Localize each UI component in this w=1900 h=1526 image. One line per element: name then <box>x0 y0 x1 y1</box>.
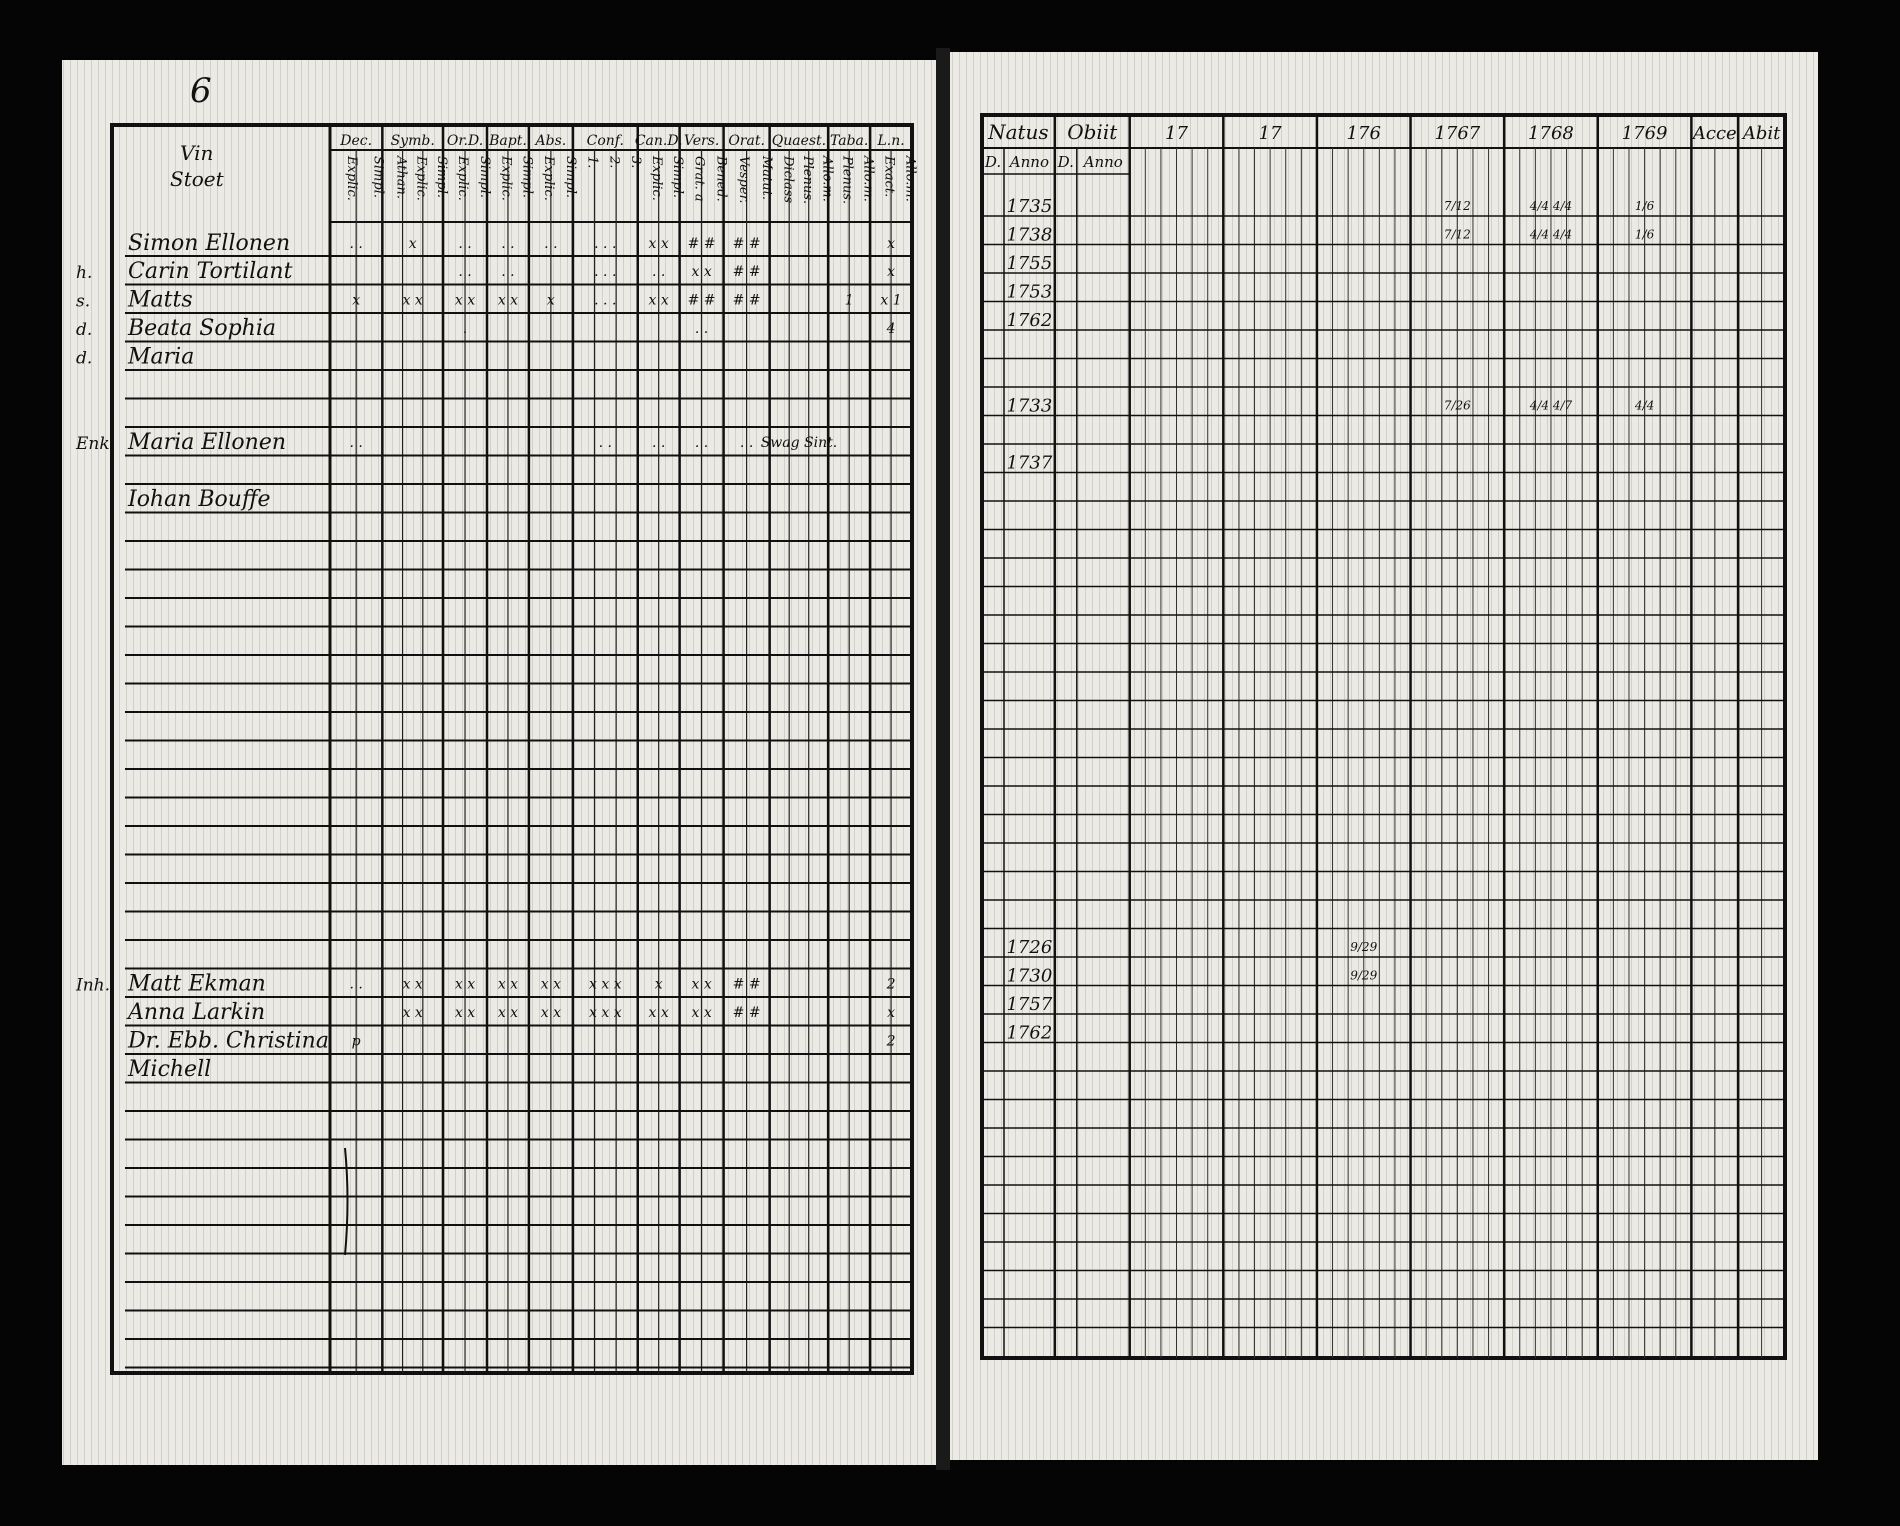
entry-mark: . . <box>349 236 363 252</box>
entry-name: Anna Larkin <box>128 1000 266 1025</box>
left-column-subheader: 1. <box>584 156 600 169</box>
left-column-header: Dec. <box>340 133 373 149</box>
entry-mark: x x <box>648 292 669 309</box>
entry-prefix: Enk. <box>76 434 116 454</box>
left-column-subheader: Simpl. <box>370 156 386 199</box>
entry-mark: p <box>351 1033 361 1050</box>
entry-mark: # # <box>687 292 716 309</box>
year-mark: 4/4 <box>1634 398 1655 413</box>
entry-mark: 2 <box>886 976 896 993</box>
entry-name: Matt Ekman <box>128 971 266 997</box>
entry-prefix: h. <box>76 263 93 283</box>
left-column-subheader: Diclass <box>780 156 796 204</box>
entry-mark: . . <box>501 236 515 252</box>
left-column-subheader: Athan. <box>393 156 409 200</box>
entry-mark: x x <box>691 264 712 280</box>
left-column-subheader: Simpl. <box>562 156 578 199</box>
right-column-subheader: D. <box>1057 153 1074 171</box>
entry-name: Carin Tortilant <box>128 259 293 284</box>
entry-mark: x x <box>402 1005 423 1021</box>
left-column-subheader: Explic. <box>455 156 471 201</box>
left-column-subheader: Simpl. <box>670 156 686 199</box>
entry-mark: x x <box>454 1005 476 1021</box>
left-column-subheader: Exact. <box>881 156 897 198</box>
left-column-subheader: Explic. <box>413 156 429 201</box>
entry-name: Beata Sophia <box>128 316 276 341</box>
entry-mark: x <box>887 236 896 252</box>
right-column-header: Obiit <box>1067 120 1118 144</box>
entry-mark: x x <box>497 292 519 309</box>
left-column-subheader: Grat. a <box>691 156 707 202</box>
left-column-subheader: 2. <box>606 156 622 169</box>
entry-name: Maria <box>128 344 195 370</box>
entry-mark: # # <box>732 264 761 280</box>
entry-mark: x x <box>648 236 669 252</box>
entry-mark: # # <box>732 1005 761 1021</box>
left-column-subheader: Explic. <box>498 156 514 201</box>
entry-mark: x x <box>402 976 423 993</box>
entry-mark: . . <box>544 236 558 252</box>
entry-mark: . . <box>458 236 472 252</box>
left-column-subheader: Plenus. <box>799 156 815 205</box>
birth-year: 1737 <box>1006 452 1053 474</box>
entry-mark: # # <box>732 976 761 993</box>
entry-mark: x x <box>648 1005 669 1021</box>
left-column-subheader: Matut. <box>759 156 775 201</box>
entry-mark: x <box>546 292 555 309</box>
left-column-subheader: Allo.m. <box>860 156 876 202</box>
birth-year: 1762 <box>1006 310 1053 331</box>
year-mark: 4/4 4/4 <box>1529 199 1573 213</box>
right-page <box>948 52 1818 1460</box>
right-column-header: Acce <box>1692 123 1737 144</box>
entry-mark: . . <box>501 264 515 280</box>
entry-mark: 4 <box>886 321 896 337</box>
right-column-header: 1768 <box>1528 123 1574 144</box>
entry-mark: . . <box>652 435 666 451</box>
entry-mark: x x <box>402 292 423 309</box>
year-mark: 4/4 4/4 <box>1529 227 1573 242</box>
entry-mark: # # <box>732 236 761 252</box>
left-column-header: Can.D. <box>634 133 683 149</box>
right-column-header: 1767 <box>1434 123 1481 144</box>
book-gutter <box>936 48 950 1470</box>
entry-mark: . . <box>598 435 612 451</box>
entry-mark: x x x <box>589 976 622 993</box>
left-column-subheader: Allo.m. <box>819 156 835 202</box>
right-column-header: 17 <box>1258 123 1282 144</box>
left-column-header: Abs. <box>535 133 567 149</box>
entry-name: Dr. Ebb. Christina <box>128 1028 329 1054</box>
entry-mark: x x <box>540 1005 561 1021</box>
entry-mark: # # <box>687 236 716 252</box>
entry-mark: x <box>408 236 417 252</box>
left-column-subheader: Bened. <box>713 156 729 202</box>
entry-mark: x x <box>454 976 476 993</box>
birth-year: 1755 <box>1006 253 1053 274</box>
left-column-subheader: Simpl. <box>433 156 449 199</box>
left-column-header: Taba. <box>830 133 869 149</box>
left-column-header: Orat. <box>728 133 765 149</box>
left-column-subheader: Explic. <box>344 156 360 201</box>
left-column-subheader: Simpl. <box>519 156 535 199</box>
entry-mark: . . <box>349 976 363 993</box>
entry-name: Matts <box>128 287 193 313</box>
right-column-subheader: D. <box>984 153 1002 171</box>
left-column-subheader: Explic. <box>649 156 665 201</box>
entry-mark: x x <box>454 292 476 309</box>
entry-mark: . . <box>739 435 754 451</box>
name-header-line2: Stoet <box>170 167 224 191</box>
birth-year: 1733 <box>1006 395 1053 417</box>
entry-prefix: Inh. <box>76 975 111 996</box>
left-column-subheader: Allo.m. <box>902 156 918 202</box>
left-column-subheader: Vesper. <box>736 156 752 204</box>
entry-mark: . . . <box>594 264 617 280</box>
entry-name: Maria Ellonen <box>128 430 287 455</box>
right-column-subheader: Anno <box>1083 153 1123 171</box>
entry-mark: . . <box>694 435 709 451</box>
entry-mark: x x <box>691 976 712 993</box>
birth-year: 1735 <box>1006 196 1053 217</box>
year-mark: 1/6 <box>1634 199 1655 213</box>
entry-mark: Swag Sint. <box>760 435 838 451</box>
entry-prefix: s. <box>76 291 91 312</box>
right-column-header: Natus <box>988 120 1049 144</box>
entry-mark: . . <box>349 435 363 451</box>
entry-mark: . <box>462 321 468 337</box>
birth-year: 1726 <box>1006 937 1053 958</box>
entry-mark: x 1 <box>880 292 902 309</box>
folio-mark: 6 <box>190 71 212 111</box>
entry-mark: x <box>654 976 663 993</box>
left-column-header: Bapt. <box>489 133 527 149</box>
entry-mark: x <box>887 1005 896 1021</box>
left-column-header: Symb. <box>390 133 435 149</box>
birth-year: 1738 <box>1006 224 1053 246</box>
entry-name: Simon Ellonen <box>128 231 291 256</box>
entry-mark: x x <box>691 1005 712 1021</box>
entry-prefix: d. <box>76 320 93 340</box>
entry-mark: # # <box>732 292 761 309</box>
entry-mark: . . . <box>594 292 617 309</box>
left-column-header: Vers. <box>683 133 720 149</box>
year-mark: 7/26 <box>1443 398 1471 413</box>
right-column-header: Abit <box>1742 123 1781 144</box>
year-mark: 7/12 <box>1443 227 1471 242</box>
birth-year: 1762 <box>1006 1022 1053 1044</box>
entry-name: Michell <box>128 1057 212 1082</box>
entry-mark: . . . <box>594 236 617 252</box>
birth-year: 1757 <box>1006 994 1053 1015</box>
year-mark: 4/4 4/7 <box>1529 398 1573 413</box>
entry-mark: x <box>887 264 896 280</box>
birth-year: 1730 <box>1006 965 1053 987</box>
entry-mark: . . <box>458 264 472 280</box>
left-column-subheader: Plenus. <box>839 156 855 205</box>
left-column-header: Conf. <box>586 133 624 149</box>
entry-mark: x x <box>497 976 519 993</box>
year-mark: 9/29 <box>1350 968 1378 983</box>
entry-mark: x x <box>540 976 561 993</box>
entry-mark: x <box>352 292 361 309</box>
right-column-header: 176 <box>1346 123 1381 144</box>
left-column-header: Or.D. <box>446 133 484 149</box>
entry-mark: 1 <box>844 292 854 309</box>
name-header-line1: Vin <box>180 141 214 165</box>
right-column-subheader: Anno <box>1009 153 1049 171</box>
left-column-header: L.n. <box>877 133 905 149</box>
entry-mark: 2 <box>886 1033 896 1050</box>
left-column-subheader: 3. <box>627 156 643 169</box>
right-column-header: 17 <box>1165 123 1188 144</box>
entry-prefix: d. <box>76 348 93 369</box>
entry-mark: . . <box>652 264 666 280</box>
birth-year: 1753 <box>1006 281 1053 303</box>
right-column-header: 1769 <box>1621 123 1668 144</box>
left-column-subheader: Explic. <box>540 156 556 201</box>
left-column-header: Quaest. <box>771 133 827 149</box>
year-mark: 9/29 <box>1350 940 1378 954</box>
year-mark: 1/6 <box>1634 227 1655 242</box>
left-column-subheader: Simpl. <box>477 156 493 199</box>
entry-name: Iohan Bouffe <box>128 487 271 512</box>
entry-mark: x x x <box>589 1005 622 1021</box>
entry-mark: x x <box>497 1005 519 1021</box>
entry-mark: . . <box>694 321 709 337</box>
year-mark: 7/12 <box>1443 199 1471 213</box>
